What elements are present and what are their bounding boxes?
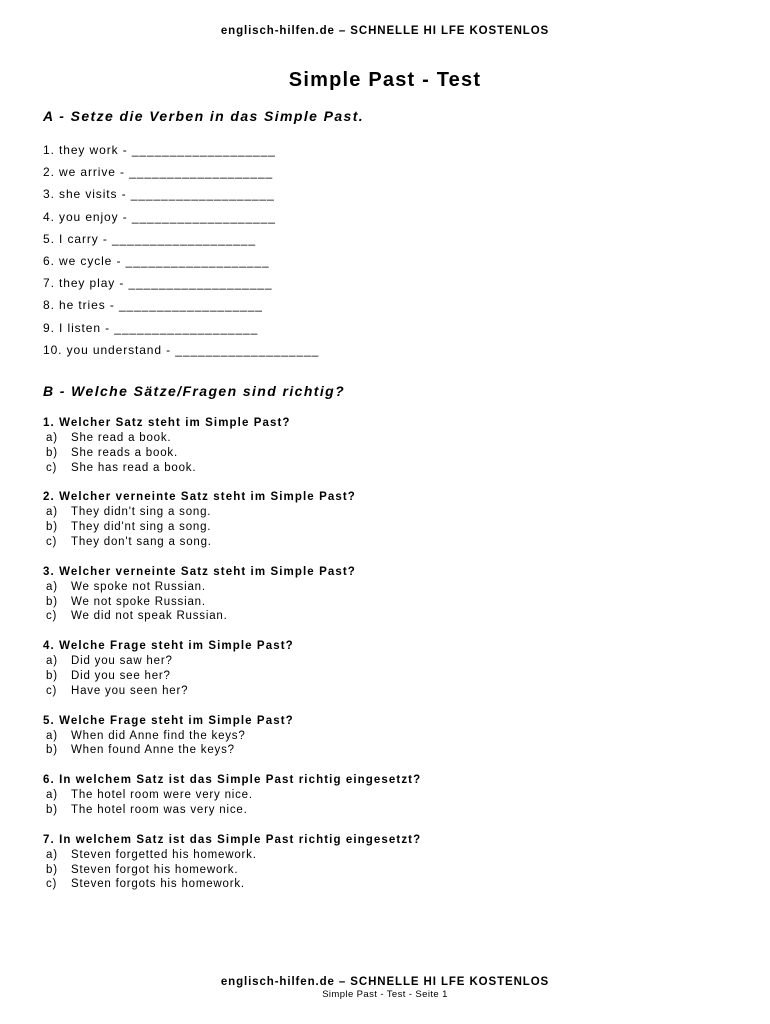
page-header: englisch-hilfen.de – SCHNELLE HI LFE KOSTENLOS <box>220 25 550 37</box>
answer-option <box>43 505 421 520</box>
option-text: They did'nt sing a song. <box>71 521 212 534</box>
option-letter: c) <box>46 878 58 891</box>
answer-option <box>43 609 421 624</box>
option-letter: c) <box>46 610 58 623</box>
answer-option <box>43 788 421 803</box>
option-letter: a) <box>46 729 58 742</box>
footer-site: englisch-hilfen.de – SCHNELLE HI LFE KOSTENLOS <box>220 976 550 988</box>
exercise-item: 3. she visits - ___________________ <box>43 187 275 202</box>
exercise-item: 4. you enjoy - ___________________ <box>43 209 276 224</box>
option-letter: b) <box>46 803 58 816</box>
question-block <box>43 416 421 475</box>
page-footer <box>0 975 770 1001</box>
answer-option <box>43 461 421 476</box>
option-letter: b) <box>46 595 58 608</box>
option-letter: c) <box>46 535 58 548</box>
answer-option <box>43 743 421 758</box>
footer-page-number: Simple Past - Test - Seite 1 <box>322 989 448 1000</box>
question-block <box>43 490 421 549</box>
answer-option <box>43 446 421 461</box>
option-letter: b) <box>46 669 58 682</box>
section-a-heading: A - Setze die Verben in das Simple Past. <box>43 108 365 124</box>
page-title: Simple Past - Test <box>288 69 482 91</box>
option-letter: a) <box>46 432 58 444</box>
exercise-item: 6. we cycle - ___________________ <box>43 253 270 268</box>
option-text: Did you saw her? <box>71 655 173 668</box>
answer-option <box>43 535 421 550</box>
option-letter: a) <box>46 655 58 668</box>
exercise-list <box>43 143 319 365</box>
option-text: Have you seen her? <box>71 684 189 697</box>
option-text: When did Anne find the keys? <box>71 729 246 742</box>
option-letter: b) <box>46 446 58 459</box>
option-letter: a) <box>46 848 58 861</box>
option-text: Steven forgetted his homework. <box>71 848 257 861</box>
option-letter: a) <box>46 789 58 802</box>
answer-option <box>43 863 421 878</box>
exercise-item: 10. you understand - ___________________ <box>43 342 320 357</box>
option-text: Steven forgots his homework. <box>71 878 245 891</box>
option-text: We spoke not Russian. <box>71 580 206 593</box>
question-title: 5. Welche Frage steht im Simple Past? <box>43 714 294 727</box>
option-text: They didn't sing a song. <box>71 506 212 519</box>
option-text: The hotel room were very nice. <box>71 789 253 802</box>
option-text: Did you see her? <box>71 669 171 682</box>
answer-option <box>43 803 421 818</box>
answer-option <box>43 595 421 610</box>
question-list <box>43 416 421 907</box>
option-letter: b) <box>46 521 58 534</box>
answer-option <box>43 580 421 595</box>
answer-option <box>43 654 421 669</box>
option-text: She reads a book. <box>71 446 178 459</box>
option-text: She has read a book. <box>71 461 197 474</box>
option-text: The hotel room was very nice. <box>71 803 248 816</box>
option-text: We did not speak Russian. <box>71 610 228 623</box>
answer-option <box>43 877 421 892</box>
question-title: 3. Welcher verneinte Satz steht im Simple Past? <box>43 565 356 578</box>
answer-option <box>43 669 421 684</box>
answer-option <box>43 848 421 863</box>
option-letter: b) <box>46 744 58 757</box>
exercise-item: 9. I listen - ___________________ <box>43 320 259 335</box>
question-title: 7. In welchem Satz ist das Simple Past richtig eingesetzt? <box>43 833 422 846</box>
question-block <box>43 565 421 624</box>
exercise-item: 8. he tries - ___________________ <box>43 298 263 313</box>
exercise-item: 7. they play - ___________________ <box>43 276 273 291</box>
question-title: 1. Welcher Satz steht im Simple Past? <box>43 417 291 429</box>
option-letter: c) <box>46 684 58 697</box>
exercise-item: 1. they work - ___________________ <box>43 143 276 157</box>
question-title: 2. Welcher verneinte Satz steht im Simple Past? <box>43 491 356 504</box>
answer-option <box>43 431 421 446</box>
question-block <box>43 639 421 698</box>
option-letter: b) <box>46 863 58 876</box>
exercise-item: 2. we arrive - ___________________ <box>43 165 274 180</box>
question-title: 4. Welche Frage steht im Simple Past? <box>43 640 294 653</box>
question-block <box>43 773 421 818</box>
answer-option <box>43 684 421 699</box>
option-text: They don't sang a song. <box>71 535 212 548</box>
section-b-heading: B - Welche Sätze/Fragen sind richtig? <box>43 383 346 399</box>
exercise-item: 5. I carry - ___________________ <box>43 231 256 246</box>
option-text: We not spoke Russian. <box>71 595 206 608</box>
option-letter: c) <box>46 461 58 474</box>
question-block <box>43 714 421 759</box>
option-text: When found Anne the keys? <box>71 744 235 757</box>
answer-option <box>43 729 421 744</box>
option-text: Steven forgot his homework. <box>71 863 239 876</box>
option-letter: a) <box>46 506 58 519</box>
question-title: 6. In welchem Satz ist das Simple Past richtig eingesetzt? <box>43 774 422 787</box>
question-block <box>43 833 421 892</box>
option-letter: a) <box>46 580 58 593</box>
answer-option <box>43 520 421 535</box>
option-text: She read a book. <box>71 432 172 444</box>
